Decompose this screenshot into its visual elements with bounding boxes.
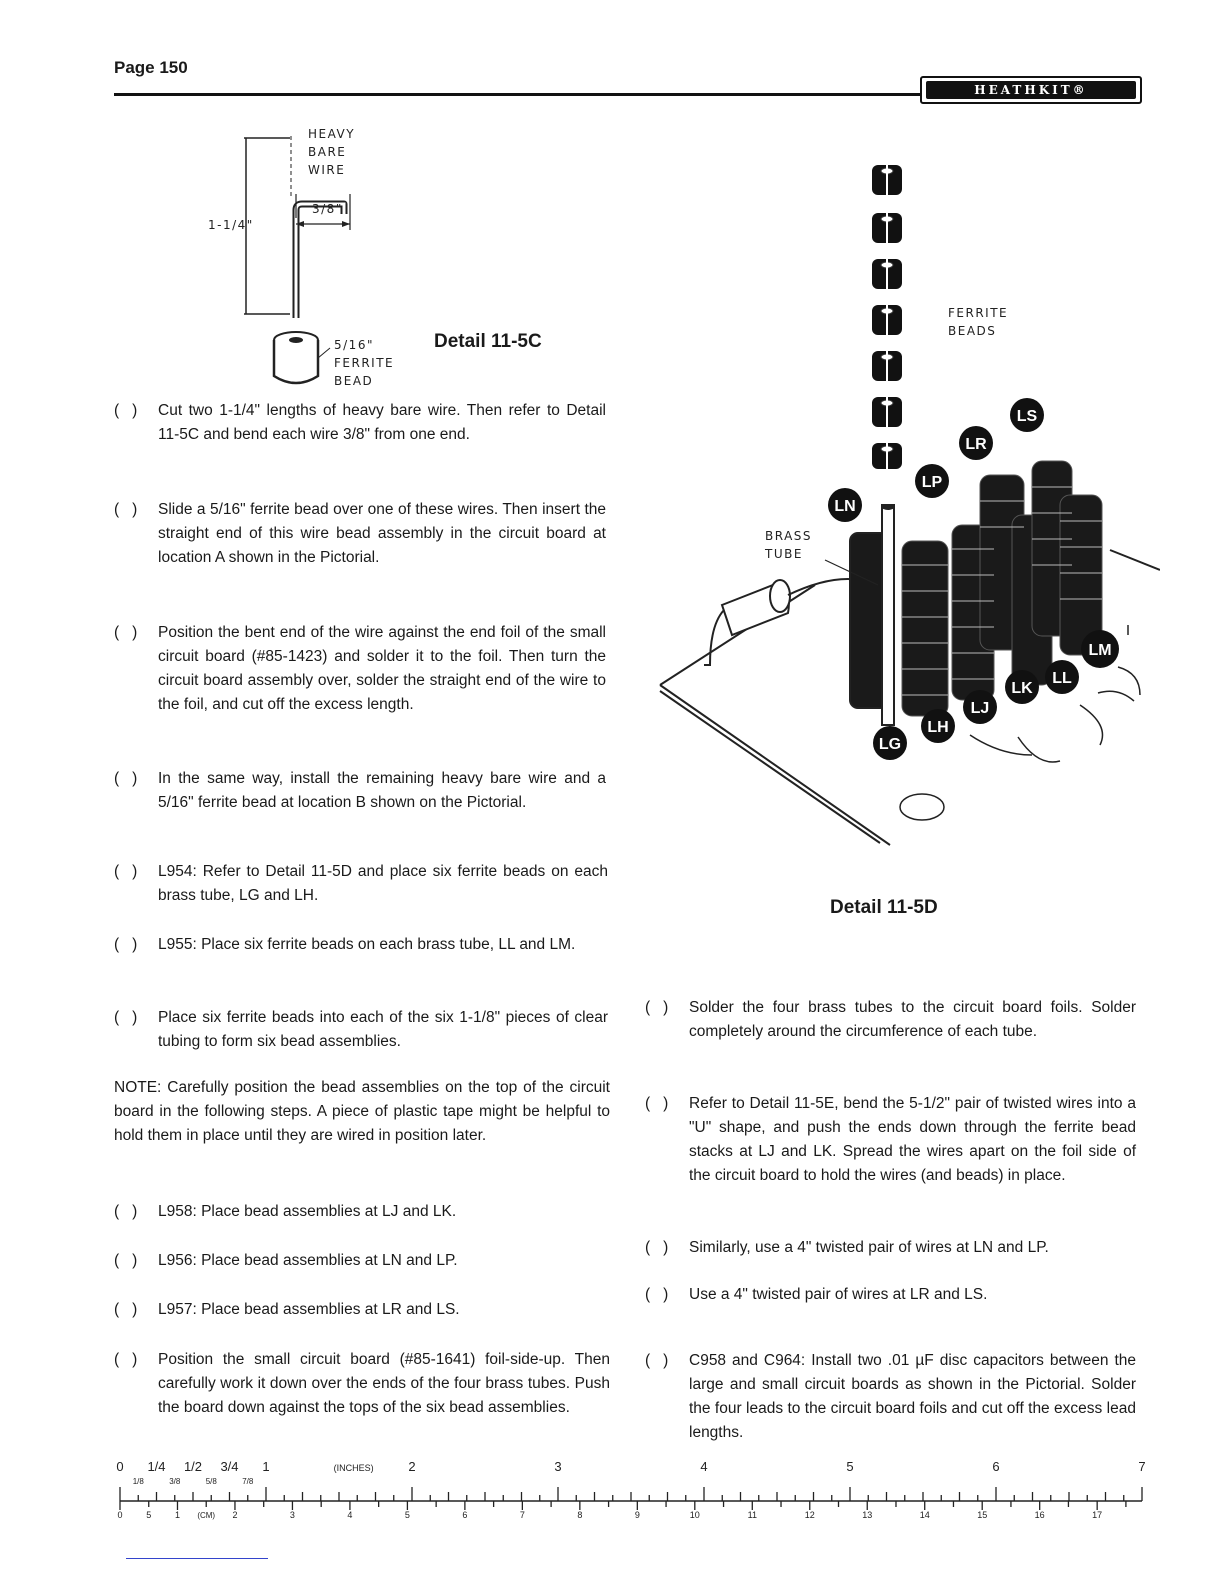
ruler-eighth-label: 3/8 [169, 1477, 181, 1486]
step-checkbox[interactable]: ( ) [645, 1095, 669, 1112]
step-l954 [114, 860, 608, 908]
ruler-inch-label: 0 [116, 1459, 124, 1474]
step-text: L955: Place six ferrite beads on each brass tube, LL and LM. [158, 936, 576, 953]
ruler-cm-label: 14 [919, 1510, 930, 1520]
step-checkbox[interactable]: ( ) [114, 624, 138, 641]
step-slide-bead [114, 498, 606, 570]
ruler-cm-label: 10 [689, 1510, 700, 1520]
ruler-cm-label: 5 [404, 1510, 410, 1520]
step-checkbox[interactable]: ( ) [114, 1301, 138, 1318]
detail-11-5c-title: Detail 11-5C [434, 331, 542, 352]
ruler-cm-label: 12 [804, 1510, 815, 1520]
svg-text:LJ: LJ [970, 700, 990, 717]
ruler-cm-label: 6 [462, 1510, 468, 1520]
step-checkbox[interactable]: ( ) [114, 402, 138, 419]
step-checkbox[interactable]: ( ) [114, 1203, 138, 1220]
ruler-eighth-label: 5/8 [205, 1477, 217, 1486]
svg-text:LS: LS [1016, 408, 1038, 425]
step-checkbox[interactable]: ( ) [645, 1352, 669, 1369]
step-text: Solder the four brass tubes to the circuit board foils. Solder completely around the circumference of each tube. [689, 999, 1136, 1040]
ruler-inch-label: 3 [554, 1459, 562, 1474]
step-text: Place six ferrite beads into each of the six 1-1/8" pieces of clear tubing to form six bead assemblies. [158, 1009, 608, 1050]
ruler-cm-label: 5 [146, 1510, 152, 1520]
ruler-cm-label: 0 [117, 1510, 123, 1520]
marker-lr [959, 426, 993, 460]
marker-lp [915, 464, 949, 498]
ruler-inch-label: 1 [262, 1459, 270, 1474]
page-number: Page 150 [114, 58, 188, 77]
step-checkbox[interactable]: ( ) [114, 501, 138, 518]
ruler-cm-label: 8 [577, 1510, 583, 1520]
note-paragraph: NOTE: Carefully position the bead assemblies on the top of the circuit board in the following steps. A piece of plastic tape might be helpful to hold them in place until they are wired in position later. [114, 1079, 610, 1144]
ruler-inch-label: (INCHES) [333, 1463, 374, 1473]
step-text: Refer to Detail 11-5E, bend the 5-1/2" pair of twisted wires into a "U" shape, and push the ends down through the ferrite bead stacks at LJ and LK. Spread the wires apart on the foil side of the circuit board to hold the wires (and beads) in place. [689, 1095, 1136, 1184]
ruler-eighth-label: 1/8 [132, 1477, 144, 1486]
footer-link-line [126, 1558, 268, 1559]
ruler-cm-label: 2 [232, 1510, 238, 1520]
step-bead-assemblies [114, 1006, 608, 1054]
step-l955 [114, 933, 608, 957]
svg-text:LN: LN [834, 498, 856, 515]
step-text: Position the small circuit board (#85-1641) foil-side-up. Then carefully work it down over the ends of the four brass tubes. Push the board down against the tops of the six bead assemblies. [158, 1351, 610, 1416]
detail-11-5d-title: Detail 11-5D [830, 897, 938, 918]
step-checkbox[interactable]: ( ) [114, 770, 138, 787]
ruler-cm-label: 17 [1092, 1510, 1103, 1520]
step-checkbox[interactable]: ( ) [645, 999, 669, 1016]
step-text: Cut two 1-1/4" lengths of heavy bare wire. Then refer to Detail 11-5C and bend each wire 3/8" from one end. [158, 402, 606, 443]
step-l958 [114, 1200, 608, 1224]
ruler-cm-label: 3 [289, 1510, 295, 1520]
ruler-cm-label: 15 [977, 1510, 988, 1520]
step-text: L956: Place bead assemblies at LN and LP. [158, 1252, 458, 1269]
svg-text:LK: LK [1011, 680, 1033, 697]
svg-text:LL: LL [1052, 670, 1072, 687]
ruler-inch-label: 3/4 [220, 1459, 239, 1474]
ruler-inch-label: 2 [408, 1459, 416, 1474]
ruler-inch-label: 4 [700, 1459, 708, 1474]
marker-ls [1010, 398, 1044, 432]
marker-ll [1045, 660, 1079, 694]
step-text: Similarly, use a 4" twisted pair of wires at LN and LP. [689, 1239, 1049, 1256]
svg-text:LG: LG [878, 736, 902, 753]
ruler-eighth-label: 7/8 [242, 1477, 254, 1486]
step-checkbox[interactable]: ( ) [645, 1239, 669, 1256]
detail-11-5d-drawing [640, 155, 1160, 855]
step-solder-tubes [645, 996, 1136, 1044]
step-checkbox[interactable]: ( ) [114, 936, 138, 953]
bend-dimension-label: 3/8" [312, 202, 343, 216]
ruler-cm-label: 7 [519, 1510, 525, 1520]
step-l956 [114, 1249, 608, 1273]
ruler-inch-label: 1/4 [147, 1459, 166, 1474]
svg-text:LR: LR [965, 436, 987, 453]
step-checkbox[interactable]: ( ) [114, 1009, 138, 1026]
step-text: C958 and C964: Install two .01 µF disc capacitors between the large and small circuit boards as shown in the Pictorial. Solder the four leads to the circuit board foils and cut off the excess lead lengths. [689, 1352, 1136, 1441]
marker-lk [1005, 670, 1039, 704]
step-text: L958: Place bead assemblies at LJ and LK. [158, 1203, 457, 1220]
step-text: Slide a 5/16" ferrite bead over one of these wires. Then insert the straight end of this wire bead assembly in the circuit board at location A shown in the Pictorial. [158, 501, 606, 566]
step-capacitors [645, 1349, 1136, 1445]
step-text: L957: Place bead assemblies at LR and LS. [158, 1301, 460, 1318]
step-position-small-board [114, 1348, 610, 1420]
step-install-remaining [114, 767, 606, 815]
ferrite-beads-label: FERRITE BEADS [948, 306, 1009, 338]
marker-ln [828, 488, 862, 522]
ruler-cm-label: (CM) [197, 1511, 216, 1520]
step-checkbox[interactable]: ( ) [114, 863, 138, 880]
brand-logo [920, 76, 1142, 104]
ruler-inch-label: 1/2 [183, 1459, 203, 1474]
ferrite-bead-label: 5/16" FERRITE BEAD [334, 338, 395, 388]
step-twisted-wires [645, 1092, 1136, 1188]
ruler-cm-label: 1 [174, 1510, 180, 1520]
step-checkbox[interactable]: ( ) [114, 1351, 138, 1368]
step-l957 [114, 1298, 608, 1322]
step-text: In the same way, install the remaining heavy bare wire and a 5/16" ferrite bead at location B shown on the Pictorial. [158, 770, 606, 811]
length-dimension-label: 1-1/4" [208, 218, 254, 232]
step-text: Use a 4" twisted pair of wires at LR and LS. [689, 1286, 988, 1303]
marker-lh [921, 709, 955, 743]
step-lr-ls-wires [645, 1283, 1136, 1307]
step-checkbox[interactable]: ( ) [645, 1286, 669, 1303]
measurement-ruler [110, 1456, 1150, 1522]
step-checkbox[interactable]: ( ) [114, 1252, 138, 1269]
ruler-cm-label: 11 [747, 1510, 757, 1520]
marker-lg [873, 726, 907, 760]
marker-lj [963, 690, 997, 724]
ruler-cm-label: 9 [634, 1510, 640, 1520]
step-position-wire [114, 621, 606, 717]
step-cut-wire [114, 399, 606, 447]
ruler-inch-label: 6 [992, 1459, 1000, 1474]
brass-tube-label: BRASS TUBE [765, 529, 813, 561]
heavy-wire-label: HEAVY BARE WIRE [308, 127, 356, 177]
svg-text:LH: LH [927, 719, 949, 736]
ruler-cm-label: 16 [1034, 1510, 1045, 1520]
ruler-cm-label: 13 [862, 1510, 873, 1520]
svg-text:LM: LM [1088, 642, 1112, 659]
ruler-cm-label: 4 [347, 1510, 353, 1520]
marker-lm [1081, 630, 1119, 668]
capacitor [704, 579, 860, 665]
step-text: L954: Refer to Detail 11-5D and place six ferrite beads on each brass tube, LG and LH. [158, 863, 608, 904]
step-ln-lp-wires [645, 1236, 1136, 1260]
ruler-inch-label: 7 [1138, 1459, 1146, 1474]
svg-text:LP: LP [921, 474, 943, 491]
step-text: Position the bent end of the wire against the end foil of the small circuit board (#85-1423) and solder it to the foil. Then turn the circuit board assembly over, solder the straight end of the wire to the foil, and cut off the excess length. [158, 624, 606, 713]
ruler-inch-label: 5 [846, 1459, 854, 1474]
brand-text: HEATHKIT® [974, 83, 1088, 97]
